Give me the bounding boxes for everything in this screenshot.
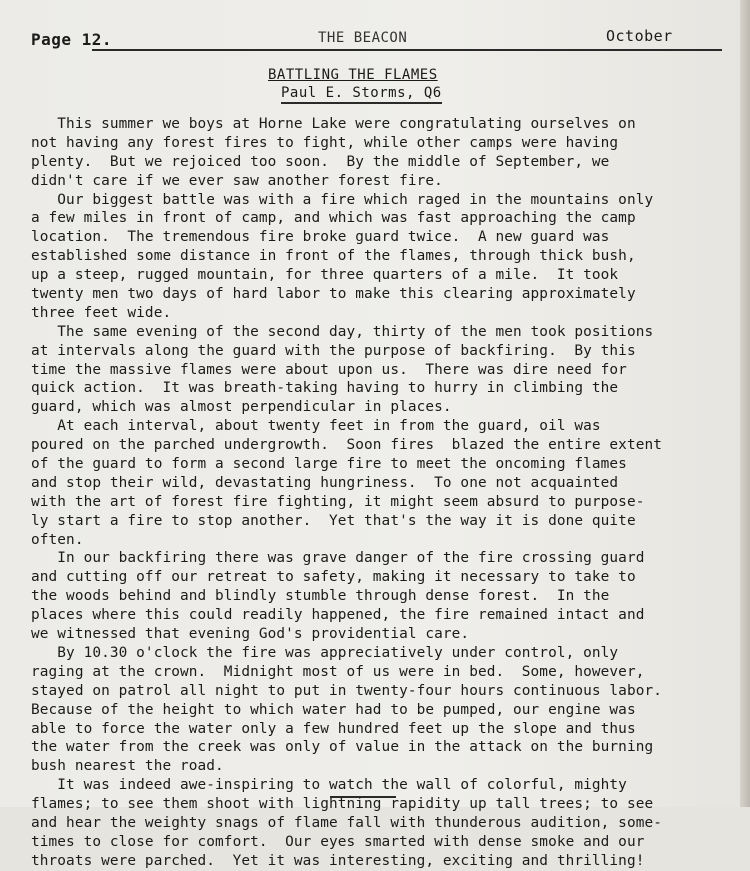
text-line: of the guard to form a second large fire to meet the oncoming flames <box>31 456 627 473</box>
text-line: bush nearest the road. <box>31 758 224 775</box>
text-line: raging at the crown. Midnight most of us were in bed. Some, however, <box>31 663 645 680</box>
text-line: poured on the parched undergrowth. Soon fires blazed the entire extent <box>31 437 662 454</box>
text-line: three feet wide. <box>31 304 172 321</box>
text-line: Because of the height to which water had to be pumped, our engine was <box>31 701 636 718</box>
text-line: throats were parched. Yet it was interesting, exciting and thrilling! <box>31 852 645 869</box>
text-line: didn't care if we ever saw another forest fire. <box>31 172 443 189</box>
text-line: and hear the weighty snags of flame fall with thunderous audition, some- <box>31 814 662 831</box>
text-line: times to close for comfort. Our eyes smarted with dense smoke and our <box>31 833 645 850</box>
issue-month: October <box>606 27 673 45</box>
text-line: able to force the water only a few hundred feet up the slope and thus <box>31 720 636 737</box>
article-title: BATTLING THE FLAMES <box>268 67 438 83</box>
end-of-article-rule <box>330 796 396 798</box>
text-line: at intervals along the guard with the purpose of backfiring. By this <box>31 342 636 359</box>
text-line: The same evening of the second day, thirty of the men took positions <box>31 323 654 340</box>
article-body <box>31 115 750 871</box>
text-line: stayed on patrol all night to put in twenty-four hours continuous labor. <box>31 682 662 699</box>
text-line: established some distance in front of the flames, through thick bush, <box>31 248 636 265</box>
text-line: At each interval, about twenty feet in from the guard, oil was <box>31 418 601 435</box>
text-line: plenty. But we rejoiced too soon. By the middle of September, we <box>31 153 610 170</box>
text-line: we witnessed that evening God's providential care. <box>31 626 470 643</box>
text-line: guard, which was almost perpendicular in places. <box>31 399 452 416</box>
text-line: It was indeed awe-inspiring to watch the wall of colorful, mighty <box>31 777 627 794</box>
header-divider <box>92 49 722 51</box>
text-line: flames; to see them shoot with lightning rapidity up tall trees; to see <box>31 796 654 813</box>
text-line: This summer we boys at Horne Lake were congratulating ourselves on <box>31 116 636 132</box>
text-line: not having any forest fires to fight, while other camps were having <box>31 134 619 151</box>
text-line: location. The tremendous fire broke guard twice. A new guard was <box>31 229 610 246</box>
text-line: In our backfiring there was grave danger of the fire crossing guard <box>31 550 645 567</box>
page-number: Page 12. <box>31 30 113 49</box>
text-line: and stop their wild, devastating hungriness. To one not acquainted <box>31 474 619 491</box>
article-byline: Paul E. Storms, Q6 <box>281 85 442 104</box>
text-line: up a steep, rugged mountain, for three quarters of a mile. It took <box>31 267 619 284</box>
text-line: ly start a fire to stop another. Yet that's the way it is done quite <box>31 512 636 529</box>
text-line: often. <box>31 531 84 548</box>
text-line: places where this could readily happened, the fire remained intact and <box>31 607 645 624</box>
text-line: time the massive flames were about upon us. There was dire need for <box>31 361 627 378</box>
text-line: with the art of forest fire fighting, it might seem absurd to purpose- <box>31 493 645 510</box>
text-line: quick action. It was breath-taking having to hurry in climbing the <box>31 380 619 397</box>
text-line: and cutting off our retreat to safety, making it necessary to take to <box>31 569 636 586</box>
text-line: the woods behind and blindly stumble through dense forest. In the <box>31 588 610 605</box>
publication-title: THE BEACON <box>318 30 408 46</box>
text-line: the water from the creek was only of value in the attack on the burning <box>31 739 654 756</box>
text-line: Our biggest battle was with a fire which raged in the mountains only <box>31 191 654 208</box>
text-line: twenty men two days of hard labor to make this clearing approximately <box>31 286 636 303</box>
text-line: By 10.30 o'clock the fire was appreciatively under control, only <box>31 644 619 661</box>
text-line: a few miles in front of camp, and which was fast approaching the camp <box>31 210 636 227</box>
